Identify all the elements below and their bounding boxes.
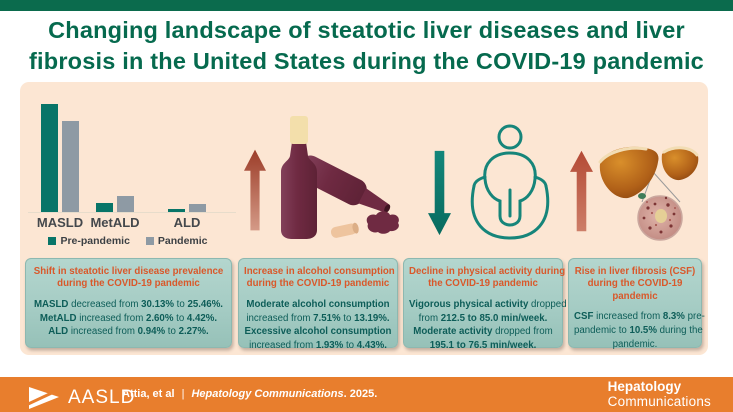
liver-histology-illustration [598,142,702,242]
bar-ald-pandemic [189,204,206,212]
legend-swatch [48,237,56,245]
bar-metald-pre-pandemic [96,203,113,212]
legend-item-pandemic [146,235,208,247]
aasld-logo [26,384,135,412]
rise-arrow-icon [570,149,593,233]
box-header: Increase in alcohol consumption during the COVID-19 pandemic [244,266,395,290]
wine-bottles-illustration [272,112,410,247]
aasld-logo-icon [26,384,62,412]
box-header: Shift in steatotic liver disease prevalence during the COVID-19 pandemic [33,266,224,290]
legend-swatch [146,237,154,245]
decline-arrow-icon [428,149,451,237]
title-line-1: Changing landscape of steatotic liver diseases and liver [48,17,685,43]
summary-box-alcohol [238,258,398,352]
footer-bar [0,377,733,412]
box-body: CSF increased from 8.3% pre- pandemic to 10.5% during the pandemic. [574,311,705,350]
legend-label: Pre-pandemic [60,235,130,247]
title-line-2: fibrosis in the United States during the COVID-19 pandemic [29,48,704,74]
summary-box-physical-activity [403,258,567,352]
citation-authors: Attia, et al [122,388,175,400]
bar-metald-pandemic [117,196,134,212]
chart-baseline [28,212,236,213]
box-header: Rise in liver fibrosis (CSF) during the COVID-19 pandemic [574,266,696,302]
journal-name-line2: Communications [607,393,711,409]
bar-masld-pre-pandemic [41,104,58,212]
category-label-ald: ALD [173,215,201,230]
legend-label: Pandemic [157,235,208,247]
jump-rope-person-icon [457,122,561,244]
increase-arrow-icon [244,146,266,234]
summary-box-liver-fibrosis [568,258,705,350]
box-body: MASLD decreased from 30.13% to 25.46%. MetALD increased from 2.60% to 4.42%. ALD increased from 0.94% to 2.27%. [33,298,224,338]
category-label-masld: MASLD [36,215,84,230]
box-header: Decline in physical activity during the COVID-19 pandemic [409,266,566,290]
prevalence-bar-chart [20,82,255,257]
aasld-logo-text: AASLD [68,387,136,408]
legend-item-pre-pandemic [48,235,129,247]
citation [122,388,377,400]
page-title [0,15,733,77]
chart-legend [20,235,236,247]
category-label-metald: MetALD [90,215,140,230]
citation-year: . 2025. [343,388,378,400]
journal-wordmark [608,380,711,409]
citation-journal: Hepatology Communications [191,388,344,400]
bar-ald-pre-pandemic [168,209,185,212]
box-body: Vigorous physical activity dropped from 212.5 to 85.0 min/week. Moderate activity dropped from 195.1 to 76.5 min/week. [409,298,567,352]
top-green-bar [0,0,733,11]
bar-masld-pandemic [62,121,79,212]
box-body: Moderate alcohol consumption increased from 7.51% to 13.19%. Excessive alcohol consumption increased from 1.93% to 4.43%. [244,298,392,352]
citation-separator: | [181,388,185,400]
journal-name-line1: Hepatology [607,379,682,394]
summary-box-prevalence [25,258,232,348]
